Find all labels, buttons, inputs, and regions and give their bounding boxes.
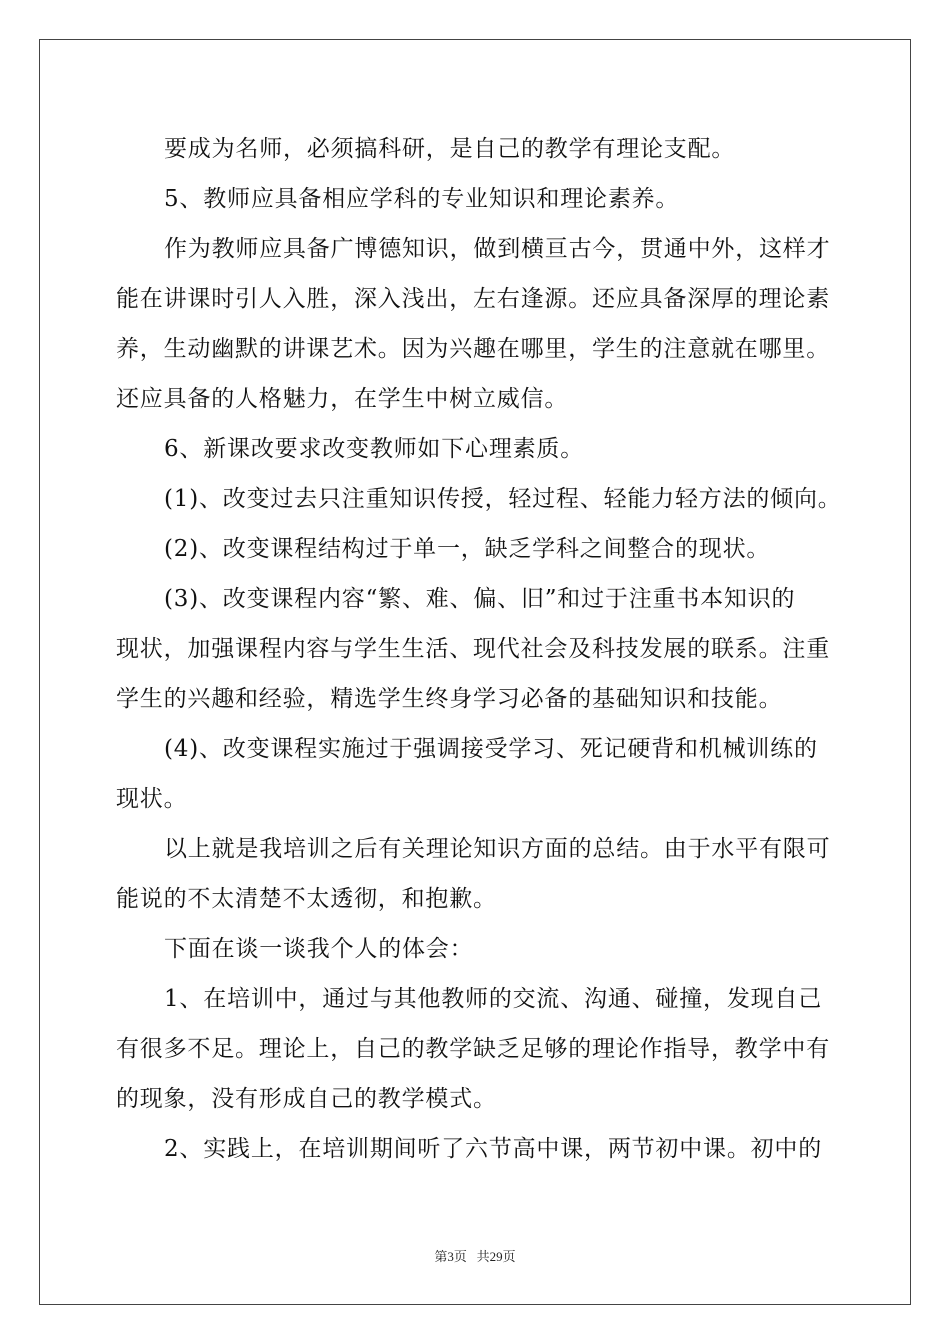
text-line: 能在讲课时引人入胜，深入浅出，左右逢源。还应具备深厚的理论素	[116, 286, 830, 312]
paragraph	[116, 724, 832, 824]
text-line: 学生的兴趣和经验，精选学生终身学习必备的基础知识和技能。	[116, 686, 783, 712]
text-line: 6、新课改要求改变教师如下心理素质。	[164, 436, 585, 462]
text-line: 有很多不足。理论上，自己的教学缺乏足够的理论作指导，教学中有	[116, 1036, 830, 1062]
page-total: 共29页	[476, 1249, 516, 1264]
text-line: 下面在谈一谈我个人的体会：	[164, 936, 474, 962]
text-line: (2)、改变课程结构过于单一，缺乏学科之间整合的现状。	[164, 536, 771, 562]
paragraph	[116, 924, 832, 974]
paragraph	[116, 174, 832, 224]
text-line: 2、实践上，在培训期间听了六节高中课，两节初中课。初中的	[164, 1136, 823, 1162]
paragraph	[116, 424, 832, 474]
paragraph	[116, 474, 842, 524]
paragraph	[116, 974, 832, 1124]
text-line: 的现象，没有形成自己的教学模式。	[116, 1086, 497, 1112]
paragraph	[116, 824, 832, 924]
paragraph	[116, 224, 832, 424]
text-line: (4)、改变课程实施过于强调接受学习、死记硬背和机械训练的	[164, 736, 818, 762]
document-body	[116, 124, 842, 1174]
text-line: 能说的不太清楚不太透彻，和抱歉。	[116, 886, 497, 912]
text-line: 现状。	[116, 786, 188, 812]
text-line: (1)、改变过去只注重知识传授，轻过程、轻能力轻方法的倾向。	[164, 486, 842, 512]
text-line: 1、在培训中，通过与其他教师的交流、沟通、碰撞，发现自己	[164, 986, 823, 1012]
paragraph	[116, 1124, 832, 1174]
text-line: (3)、改变课程内容“繁、难、偏、旧”和过于注重书本知识的	[164, 586, 796, 612]
paragraph	[116, 574, 832, 724]
text-line: 还应具备的人格魅力，在学生中树立威信。	[116, 386, 569, 412]
text-line: 现状，加强课程内容与学生生活、现代社会及科技发展的联系。注重	[116, 636, 830, 662]
text-line: 作为教师应具备广博德知识，做到横亘古今，贯通中外，这样才	[164, 236, 831, 262]
page-footer	[0, 1246, 950, 1265]
paragraph	[116, 124, 832, 174]
text-line: 5、教师应具备相应学科的专业知识和理论素养。	[164, 186, 680, 212]
page-number: 第3页	[434, 1249, 467, 1264]
text-line: 要成为名师，必须搞科研，是自己的教学有理论支配。	[164, 136, 736, 162]
paragraph	[116, 524, 832, 574]
text-line: 养，生动幽默的讲课艺术。因为兴趣在哪里，学生的注意就在哪里。	[116, 336, 830, 362]
text-line: 以上就是我培训之后有关理论知识方面的总结。由于水平有限可	[164, 836, 831, 862]
